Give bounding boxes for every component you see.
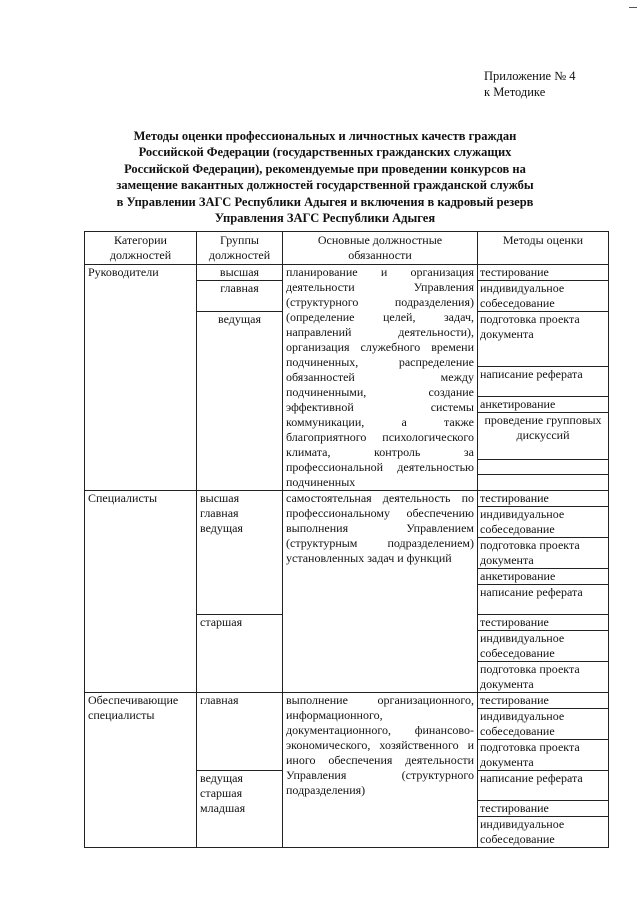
title-line: замещение вакантных должностей государственной гражданской службы — [116, 178, 534, 193]
group-cell — [197, 491, 283, 615]
group-name: старшая — [200, 786, 243, 800]
method-cell — [478, 460, 609, 475]
group-cell — [197, 615, 283, 693]
group-cell: главная — [197, 281, 283, 312]
method-cell: проведение групповых дискуссий — [478, 413, 609, 460]
group-name: младшая — [200, 801, 246, 815]
method-cell: написание реферата — [478, 367, 609, 397]
method-cell: анкетирование — [478, 397, 609, 413]
title-line: Методы оценки профессиональных и личностных качеств граждан — [133, 129, 517, 143]
method-cell: тестирование — [478, 615, 609, 631]
evaluation-methods-table — [84, 231, 609, 848]
duties-cell: самостоятельная деятельность по профессиональному обеспечению выполнения Управлением (структурным подразделением) установленных задач и функций — [283, 491, 478, 693]
header-groups: Группы должностей — [197, 232, 283, 265]
title-line: Российской Федерации), рекомендуемые при проведении конкурсов на — [124, 161, 526, 176]
document-title — [88, 128, 562, 226]
method-cell: подготовка проекта документа — [478, 538, 609, 569]
method-cell: тестирование — [478, 265, 609, 281]
duties-cell: планирование и организация деятельности Управления (структурного подразделения) (определение целей, задач, направлений деятельности), организация служебного времени подчиненных, распределение обязанностей между подчиненными, создание эффективной системы коммуникации, а также благоприятного психологического климата, контроль за профессиональной деятельностью подчиненных — [283, 265, 478, 491]
title-line: Российской Федерации (государственных гражданских служащих — [138, 145, 512, 160]
method-cell: тестирование — [478, 491, 609, 507]
group-name: главная — [200, 506, 239, 520]
table-row — [85, 693, 609, 709]
table-row — [85, 491, 609, 507]
method-cell: анкетирование — [478, 569, 609, 585]
method-cell: индивидуальное собеседование — [478, 631, 609, 662]
appendix-note — [484, 68, 576, 100]
group-name: главная — [200, 693, 239, 707]
method-cell: индивидуальное собеседование — [478, 709, 609, 740]
group-name: высшая — [200, 491, 240, 505]
method-cell: подготовка проекта документа — [478, 740, 609, 771]
appendix-line-2: к Методике — [484, 85, 546, 99]
title-line: Управления ЗАГС Республики Адыгея — [214, 211, 436, 226]
header-duties: Основные должностные обязанности — [283, 232, 478, 265]
group-name: ведущая — [200, 521, 243, 535]
method-cell: индивидуальное собеседование — [478, 817, 609, 848]
table-row — [85, 265, 609, 281]
appendix-line-1: Приложение № 4 — [484, 69, 576, 83]
group-cell — [197, 693, 283, 771]
table-header-row — [85, 232, 609, 265]
method-cell — [478, 475, 609, 491]
header-methods: Методы оценки — [478, 232, 609, 265]
category-cell: Обеспечивающие специалисты — [85, 693, 197, 848]
category-cell: Специалисты — [85, 491, 197, 693]
group-name: старшая — [200, 615, 243, 629]
method-cell: индивидуальное собеседование — [478, 507, 609, 538]
method-cell: подготовка проекта документа — [478, 312, 609, 367]
header-category: Категории должностей — [85, 232, 197, 265]
method-cell: написание реферата — [478, 585, 609, 615]
group-cell: ведущая — [197, 312, 283, 491]
group-cell: высшая — [197, 265, 283, 281]
group-cell — [197, 771, 283, 848]
title-line: в Управлении ЗАГС Республики Адыгея и включения в кадровый резерв — [116, 194, 534, 209]
duties-cell: выполнение организационного, информационного, документационного, финансово-экономического, хозяйственного и иного обеспечения деятельности Управления (структурного подразделения) — [283, 693, 478, 848]
method-cell: тестирование — [478, 801, 609, 817]
category-cell: Руководители — [85, 265, 197, 491]
method-cell: тестирование — [478, 693, 609, 709]
method-cell: индивидуальное собеседование — [478, 281, 609, 312]
group-name: ведущая — [200, 771, 243, 785]
page-edge-mark — [629, 7, 637, 8]
method-cell: подготовка проекта документа — [478, 662, 609, 693]
method-cell: написание реферата — [478, 771, 609, 801]
